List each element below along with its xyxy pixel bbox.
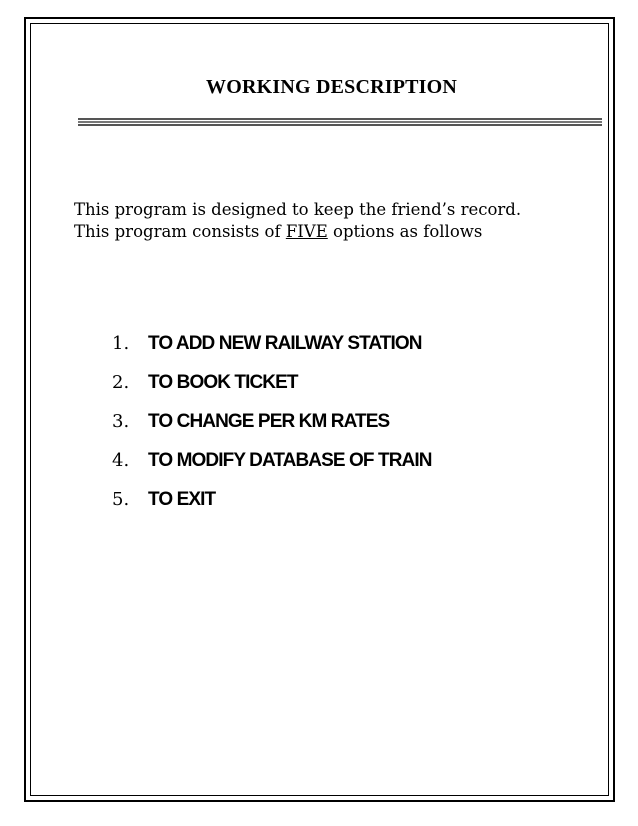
intro-text <box>74 199 564 243</box>
list-item-number: 2. <box>112 372 130 393</box>
list-item-label: TO CHANGE PER KM RATES <box>148 411 390 432</box>
intro-paragraph-1: This program is designed to keep the friend’s record. <box>74 200 522 219</box>
options-list <box>112 333 432 528</box>
option-count: FIVE <box>285 222 328 241</box>
list-item-label: TO ADD NEW RAILWAY STATION <box>148 333 422 354</box>
list-item-number: 3. <box>112 411 130 432</box>
list-item-number: 5. <box>112 489 130 510</box>
intro-paragraph-2-suffix: options as follows <box>327 222 483 241</box>
list-item-label: TO BOOK TICKET <box>148 372 298 393</box>
list-item <box>112 489 432 528</box>
list-item <box>112 411 432 450</box>
intro-paragraph-2 <box>74 221 564 243</box>
intro-paragraph-2-prefix: This program consists of <box>74 222 286 241</box>
page-title: WORKING DESCRIPTION <box>206 76 458 98</box>
list-item-number: 1. <box>112 333 130 354</box>
list-item-label: TO MODIFY DATABASE OF TRAIN <box>148 450 432 471</box>
list-item-label: TO EXIT <box>148 489 216 510</box>
heading-divider <box>78 118 602 126</box>
list-item <box>112 372 432 411</box>
list-item-number: 4. <box>112 450 130 471</box>
list-item <box>112 450 432 489</box>
list-item <box>112 333 432 372</box>
